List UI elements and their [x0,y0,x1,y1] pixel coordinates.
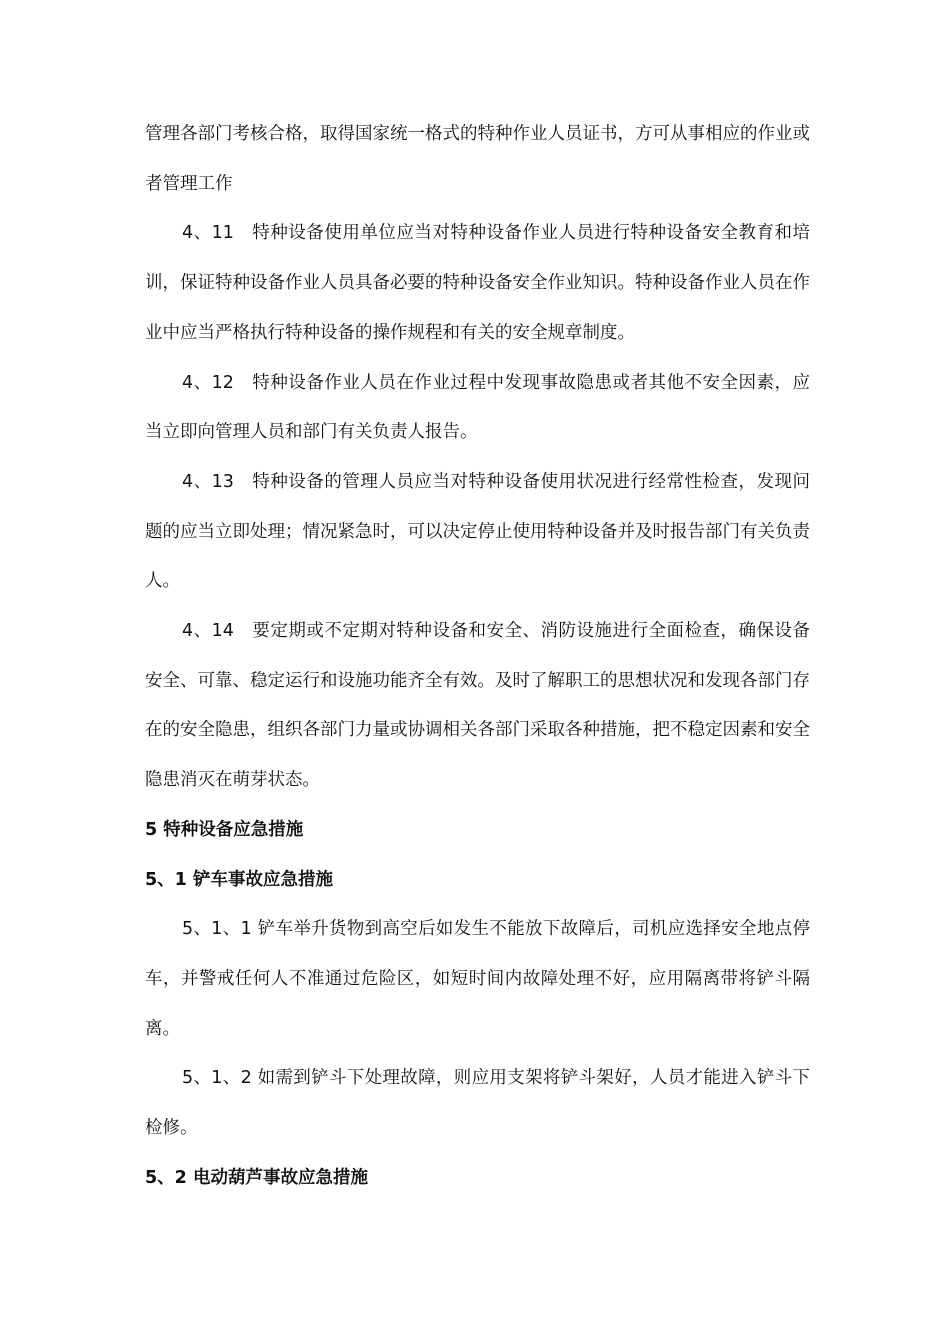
paragraph-5-1-2: 5、1、2 如需到铲斗下处理故障，则应用支架将铲斗架好，人员才能进入铲斗下检修。 [145,1068,810,1139]
paragraph-4-13: 4、13 特种设备的管理人员应当对特种设备使用状况进行经常性检查，发现问题的应当立即处理；情况紧急时，可以决定停止使用特种设备并及时报告部门有关负责人。 [145,471,810,592]
document-body [145,110,810,1203]
section-heading-5-2: 5、2 电动葫芦事故应急措施 [145,1167,368,1188]
paragraph-4-12: 4、12 特种设备作业人员在作业过程中发现事故隐患或者其他不安全因素，应当立即向管理人员和部门有关负责人报告。 [145,372,810,443]
paragraph-continued: 管理各部门考核合格，取得国家统一格式的特种作业人员证书，方可从事相应的作业或者管理工作 [145,124,810,194]
section-heading-5: 5 特种设备应急措施 [145,819,304,840]
section-heading-5-1: 5、1 铲车事故应急措施 [145,869,333,890]
paragraph-5-1-1: 5、1、1 铲车举升货物到高空后如发生不能放下故障后，司机应选择安全地点停车，并警戒任何人不准通过危险区，如短时间内故障处理不好，应用隔离带将铲斗隔离。 [145,919,810,1039]
paragraph-4-14: 4、14 要定期或不定期对特种设备和安全、消防设施进行全面检查，确保设备安全、可靠、稳定运行和设施功能齐全有效。及时了解职工的思想状况和发现各部门存在的安全隐患，组织各部门力量或协调相关各部门采取各种措施，把不稳定因素和安全隐患消灭在萌芽状态。 [145,621,810,791]
paragraph-4-11: 4、11 特种设备使用单位应当对特种设备作业人员进行特种设备安全教育和培训，保证特种设备作业人员具备必要的特种设备安全作业知识。特种设备作业人员在作业中应当严格执行特种设备的操作规程和有关的安全规章制度。 [145,223,810,343]
